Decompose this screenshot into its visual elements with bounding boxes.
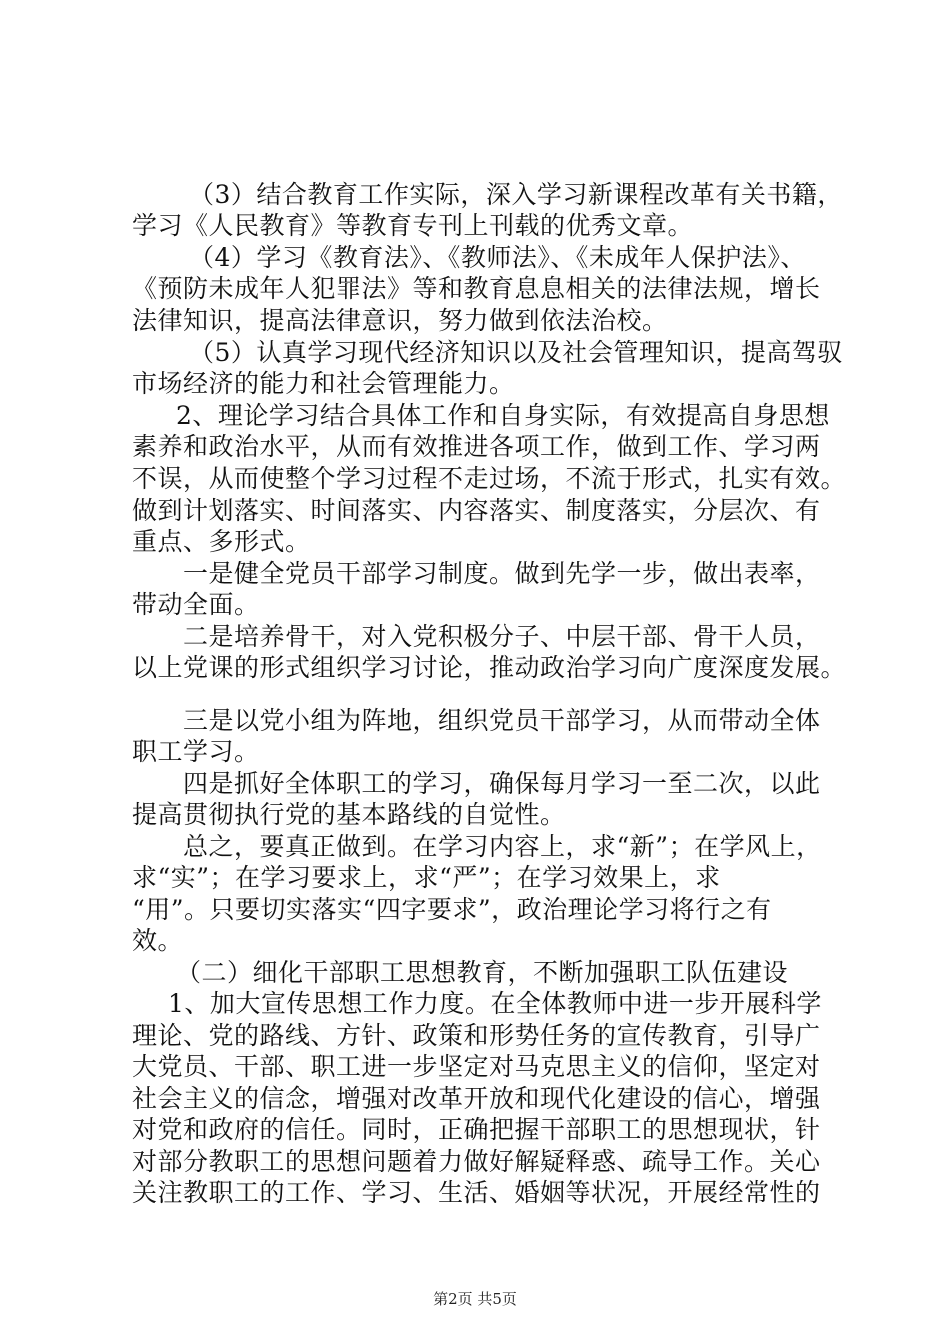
text-line: 对党和政府的信任。同时，正确把握干部职工的思想现状，针 xyxy=(132,1115,821,1144)
text-line: 市场经济的能力和社会管理能力。 xyxy=(132,369,515,398)
text-line: 以上党课的形式组织学习讨论，推动政治学习向广度深度发展。 xyxy=(132,653,847,682)
text-line: 四是抓好全体职工的学习，确保每月学习一至二次，以此 xyxy=(183,769,821,798)
text-line: 带动全面。 xyxy=(132,590,260,619)
text-line: “用”。只要切实落实“四字要求”，政治理论学习将行之有 xyxy=(132,895,772,924)
text-line: 求“实”；在学习要求上，求“严”；在学习效果上，求 xyxy=(132,863,721,892)
text-line: 做到计划落实、时间落实、内容落实、制度落实，分层次、有 xyxy=(132,496,821,525)
text-line: 理论、党的路线、方针、政策和形势任务的宣传教育，引导广 xyxy=(132,1021,821,1050)
text-line: 关注教职工的工作、学习、生活、婚姻等状况，开展经常性的 xyxy=(132,1178,821,1207)
text-line: 职工学习。 xyxy=(132,737,260,766)
text-line: （3）结合教育工作实际，深入学习新课程改革有关书籍， xyxy=(189,180,843,209)
text-line: 重点、多形式。 xyxy=(132,527,311,556)
text-line: 效。 xyxy=(132,926,184,955)
section-heading: （二）细化干部职工思想教育，不断加强职工队伍建设 xyxy=(176,958,789,987)
text-line: （4）学习《教育法》、《教师法》、《未成年人保护法》、 xyxy=(189,243,806,272)
text-line: 《预防未成年人犯罪法》等和教育息息相关的法律法规，增长 xyxy=(132,274,821,303)
text-line: 2、理论学习结合具体工作和自身实际，有效提高自身思想 xyxy=(176,401,830,430)
text-line: 法律知识，提高法律意识，努力做到依法治校。 xyxy=(132,306,668,335)
text-line: （5）认真学习现代经济知识以及社会管理知识，提高驾驭 xyxy=(189,338,843,367)
text-line: 对部分教职工的思想问题着力做好解疑释惑、疏导工作。关心 xyxy=(132,1147,821,1176)
text-line: 三是以党小组为阵地，组织党员干部学习，从而带动全体 xyxy=(183,706,821,735)
page-number-footer: 第2页 共5页 xyxy=(433,1290,517,1308)
text-line: 一是健全党员干部学习制度。做到先学一步，做出表率， xyxy=(183,559,821,588)
text-line: 1、加大宣传思想工作力度。在全体教师中进一步开展科学 xyxy=(168,989,822,1018)
text-line: 素养和政治水平，从而有效推进各项工作，做到工作、学习两 xyxy=(132,432,821,461)
text-line: 总之，要真正做到。在学习内容上，求“新”；在学风上， xyxy=(183,832,822,861)
text-line: 提高贯彻执行党的基本路线的自觉性。 xyxy=(132,800,566,829)
text-line: 二是培养骨干，对入党积极分子、中层干部、骨干人员， xyxy=(183,622,821,651)
text-line: 学习《人民教育》等教育专刊上刊载的优秀文章。 xyxy=(132,211,694,240)
text-line: 不误，从而使整个学习过程不走过场，不流于形式，扎实有效。 xyxy=(132,464,847,493)
text-line: 大党员、干部、职工进一步坚定对马克思主义的信仰，坚定对 xyxy=(132,1052,821,1081)
text-line: 社会主义的信念，增强对改革开放和现代化建设的信心，增强 xyxy=(132,1084,821,1113)
